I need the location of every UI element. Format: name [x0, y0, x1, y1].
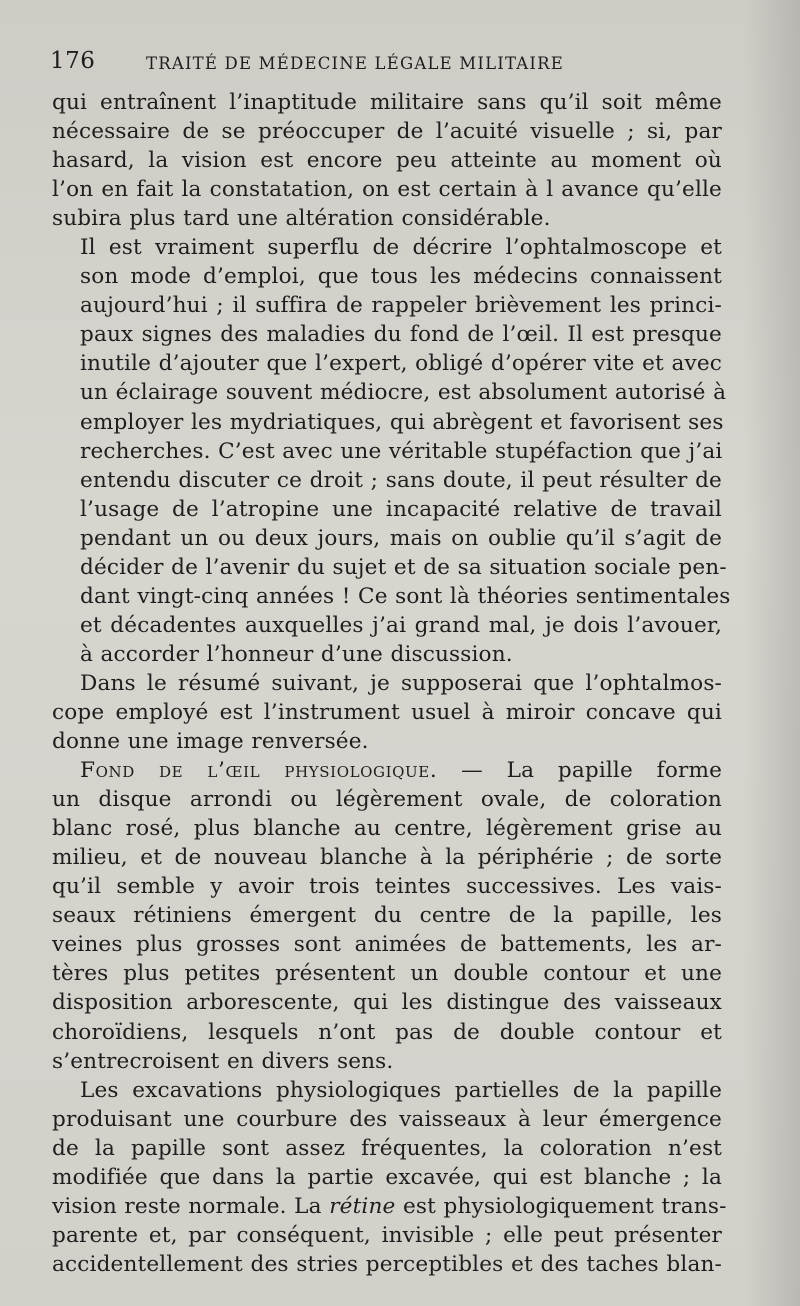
text-line: hasard, la vision est encore peu atteinte au moment où	[52, 148, 722, 174]
text-fragment: est physiologiquement trans-	[395, 1193, 727, 1219]
text-line: cope employé est l’instrument usuel à miroir concave qui	[52, 699, 722, 725]
text-line: de la papille sont assez fréquentes, la coloration n’est	[52, 1135, 722, 1161]
text-line: milieu, et de nouveau blanche à la périphérie ; de sorte	[52, 845, 722, 871]
text-line	[52, 1192, 727, 1221]
text-line: entendu discuter ce droit ; sans doute, il peut résulter de	[80, 467, 722, 493]
text-line: un disque arrondi ou légèrement ovale, de coloration	[52, 787, 722, 813]
paragraph-4	[52, 756, 722, 1076]
text-line: tères plus petites présentent un double contour et une	[52, 961, 722, 987]
text-line: Il est vraiment superflu de décrire l’ophtalmoscope et	[80, 235, 722, 261]
text-line: son mode d’emploi, que tous les médecins connaissent	[80, 264, 722, 290]
text-line: décider de l’avenir du sujet et de sa situation sociale pen-	[80, 554, 727, 580]
text-line: parente et, par conséquent, invisible ; elle peut présenter	[52, 1222, 722, 1248]
text-line: nécessaire de se préoccuper de l’acuité visuelle ; si, par	[52, 119, 722, 145]
text-line: modifiée que dans la partie excavée, qui est blanche ; la	[52, 1164, 722, 1190]
text-line: donne une image renversée.	[52, 729, 369, 755]
text-line: seaux rétiniens émergent du centre de la papille, les	[52, 903, 722, 929]
running-title: TRAITÉ DE MÉDECINE LÉGALE MILITAIRE	[146, 54, 564, 73]
text-line	[52, 756, 722, 785]
paragraph-1	[52, 88, 722, 233]
section-heading: Fond de l’œil physiologique.	[80, 758, 438, 784]
text-line: l’usage de l’atropine une incapacité relative de travail	[80, 496, 722, 522]
text-fragment: vision reste normale. La	[52, 1193, 330, 1219]
page-number: 176	[50, 48, 96, 74]
paragraph-2	[52, 233, 731, 669]
text-line: subira plus tard une altération considérable.	[52, 206, 551, 232]
text-line: veines plus grosses sont animées de battements, les ar-	[52, 932, 722, 958]
text-line: employer les mydriatiques, qui abrègent et favorisent ses	[80, 409, 724, 435]
text-line: dant vingt-cinq années ! Ce sont là théories sentimentales	[80, 583, 731, 609]
text-line: Dans le résumé suivant, je supposerai que l’ophtalmos-	[80, 670, 722, 696]
text-line: inutile d’ajouter que l’expert, obligé d’opérer vite et avec	[80, 351, 722, 377]
text-line: et décadentes auxquelles j’ai grand mal, je dois l’avouer,	[80, 612, 722, 638]
text-line: blanc rosé, plus blanche au centre, légèrement grise au	[52, 816, 722, 842]
text-line: un éclairage souvent médiocre, est absolument autorisé à	[80, 380, 727, 406]
text-line: aujourd’hui ; il suffira de rappeler brièvement les princi-	[80, 293, 722, 319]
heading-continuation: — La papille forme	[437, 758, 723, 784]
text-line: à accorder l’honneur d’une discussion.	[80, 641, 513, 667]
text-line: disposition arborescente, qui les distingue des vaisseaux	[52, 990, 722, 1016]
text-line: accidentellement des stries perceptibles et des taches blan-	[52, 1251, 722, 1277]
text-line: qui entraînent l’inaptitude militaire sans qu’il soit même	[52, 90, 722, 115]
text-line: recherches. C’est avec une véritable stupéfaction que j’ai	[80, 438, 723, 464]
paragraph-5	[52, 1076, 727, 1279]
text-line: paux signes des maladies du fond de l’œil. Il est presque	[80, 322, 722, 348]
text-line: choroïdiens, lesquels n’ont pas de double contour et	[52, 1019, 722, 1045]
body-text	[52, 88, 731, 1279]
italic-term: rétine	[329, 1193, 396, 1219]
page-header	[50, 48, 740, 88]
text-line: l’on en fait la constatation, on est certain à l avance qu’elle	[52, 177, 722, 203]
text-line: produisant une courbure des vaisseaux à leur émergence	[52, 1106, 722, 1132]
text-line: s’entrecroisent en divers sens.	[52, 1048, 394, 1074]
text-line: pendant un ou deux jours, mais on oublie qu’il s’agit de	[80, 525, 722, 551]
paragraph-3	[52, 669, 722, 756]
text-line: Les excavations physiologiques partielles de la papille	[80, 1077, 722, 1103]
text-line: qu’il semble y avoir trois teintes successives. Les vais-	[52, 874, 722, 900]
